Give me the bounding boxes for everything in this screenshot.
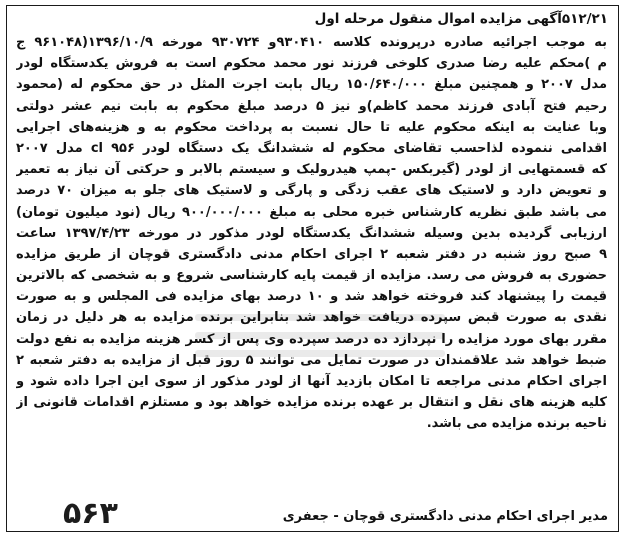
signature-line: مدیر اجرای احکام مدنی دادگستری قوچان - جعفری <box>282 509 608 524</box>
body-line: ضبط خواهد شد علاقمندان در صورت تمایل می توانند ۵ روز قبل از مزایده به دفتر شعبه ۲ <box>16 352 607 368</box>
notice-body <box>16 32 607 435</box>
body-line: وبا عنایت به اینکه محکوم علیه تا حال نسبت به پرداخت محکوم به و هزینه‌های اجرایی <box>16 119 607 135</box>
body-line: مقرر بهای مورد مزایده را نپردازد ده درصد سپرده وی پس از کسر هزینه مزایده به نفع دولت <box>16 331 607 347</box>
body-line: و تعویض دارد و لاستیک های عقب زدگی و پارگی و لاستیک های جلو به میزان ۷۰ درصد <box>16 183 607 199</box>
notice-title: ۵۱۲/۲۱آگهی مزایده اموال منقول مرحله اول <box>314 11 608 27</box>
body-line: کلیه هزینه های نقل و انتقال بر عهده برنده مزایده خواهد بود و مستلزم اقدامات قانونی از <box>16 395 607 411</box>
body-line: اقدامی ننموده لذاحسب تقاضای محکوم له ششدانگ یک دستگاه لودر cl ۹۵۶ مدل ۲۰۰۷ <box>16 140 607 156</box>
auction-notice <box>6 5 619 532</box>
body-line: قیمت را پیشنهاد کند فروخته خواهد شد و ۱۰ درصد بهای مزایده فی المجلس و به صورت <box>16 289 607 305</box>
body-line: اجرای احکام مدنی مراجعه تا امکان بازدید آنها از لودر مذکور از سوی این اجرا داده شود و <box>16 374 607 389</box>
handwritten-reference-number: ۵۶۳ <box>63 496 118 531</box>
body-line: م )محکم علیه رضا صدری کلوخی فرزند نور محمد محکوم است به فروش یکدستگاه لودر <box>16 56 607 72</box>
body-line: حضوری به فروش می رسد. مزایده از قیمت پایه کارشناسی شروع و به شخصی که بالاترین <box>16 268 607 284</box>
body-line: که قسمتهایی از لودر (گیربکس -پمپ هیدرولیک و سیستم بالابر و حرکتی آن نیاز به تعمیر <box>16 162 607 178</box>
body-line-last: ناحیه برنده مزایده می باشد. <box>426 416 607 432</box>
body-line: مدل ۲۰۰۷ و همچنین مبلغ ۱۵۰/۶۴۰/۰۰۰ ریال بابت اجرت المثل در حق محکوم له (محمود <box>16 77 607 93</box>
body-line: ۹ صبح روز شنبه در دفتر شعبه ۲ اجرای احکام مدنی دادگستری قوچان از طریق مزایده <box>16 246 607 262</box>
body-line: به موجب اجرائیه صادره درپرونده کلاسه ۹۳۰۴۱۰و ۹۳۰۷۲۴ مورخه ۱۳۹۶/۱۰/۹(۹۶۱۰۴۸ ج <box>16 35 607 50</box>
body-line: نقدی به صورت قبض سپرده دریافت خواهد شد بنابراین برنده مزایده به هر دلیل در زمان <box>16 310 607 326</box>
body-line: رحیم فتح آبادی فرزند محمد کاظم)و نیز ۵ درصد مبلغ محکوم به بابت نیم عشر دولتی <box>16 98 607 114</box>
body-line: می باشد طبق نظریه کارشناس خبره محلی به مبلغ ۹۰۰/۰۰۰/۰۰۰ ریال (نود میلیون تومان) <box>16 204 607 220</box>
body-line: ارزیابی گردیده بدین وسیله ششدانگ یکدستگاه لودر مذکور در مورخه ۱۳۹۷/۴/۲۳ ساعت <box>16 225 607 241</box>
